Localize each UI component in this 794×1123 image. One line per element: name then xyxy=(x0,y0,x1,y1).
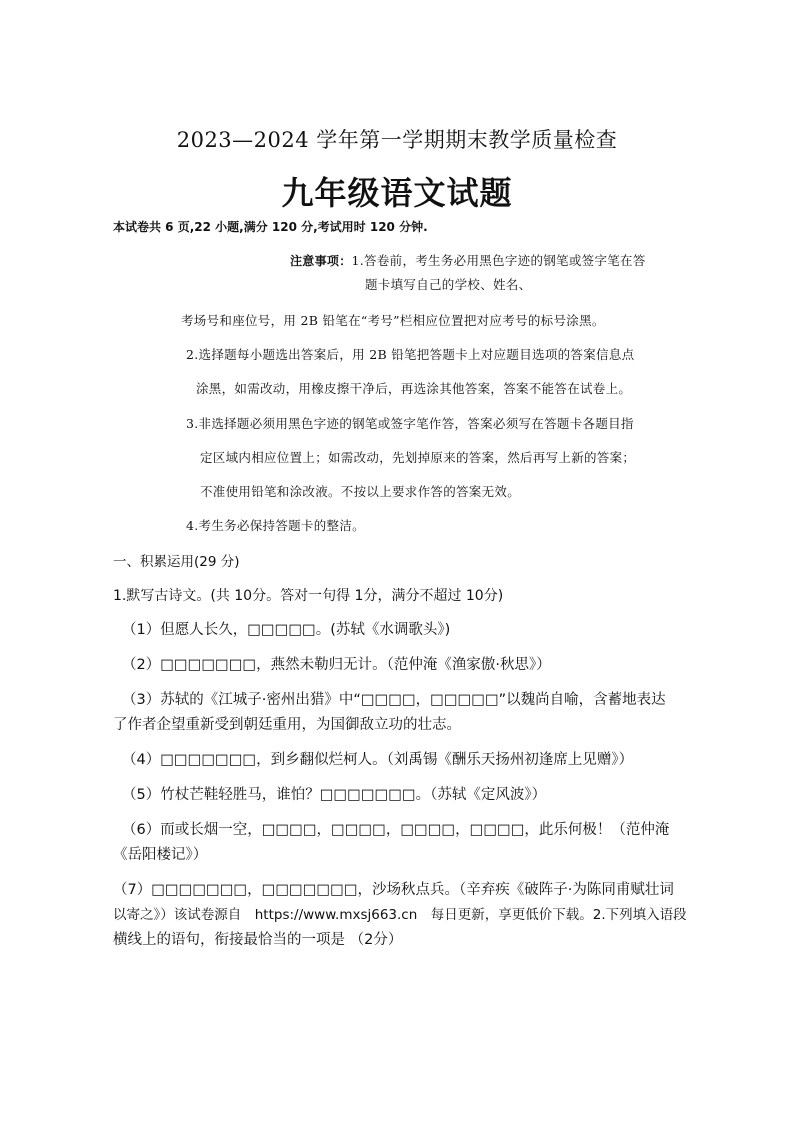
notes-line-1 xyxy=(290,251,646,269)
note-2-part-a: 2.选择题每小题选出答案后，用 2B 铅笔把答题卡上对应题目选项的答案信息点 xyxy=(186,347,635,362)
item-1: （1）但愿人长久，□□□□□。(苏轼《水调歌头》) xyxy=(122,622,451,638)
item-7-line-b: 以寄之》）该试卷源自 https://www.mxsj663.cn 每日更新，享更低价下载。2.下列填入语段 xyxy=(113,907,687,923)
note-1-part-b: 题卡填写自己的学校、姓名、 xyxy=(365,277,532,292)
item-4: （4）□□□□□□□，到乡翻似烂柯人。（刘禹锡《酬乐天扬州初逢席上见赠》） xyxy=(122,752,634,768)
exam-intro: 本试卷共 6 页,22 小题,满分 120 分,考试用时 120 分钟. xyxy=(113,220,428,234)
note-4: 4.考生务必保持答题卡的整洁。 xyxy=(186,518,365,533)
note-1-part-a: 1.答卷前，考生务必用黑色字迹的钢笔或签字笔在答 xyxy=(351,253,646,268)
note-3-part-a: 3.非选择题必须用黑色字迹的钢笔或签字笔作答，答案必须写在答题卡各题目指 xyxy=(186,416,634,431)
item-5: （5）竹杖芒鞋轻胜马，谁怕？□□□□□□□。（苏轼《定风波》） xyxy=(122,787,547,803)
item-6-line-a: （6）而或长烟一空，□□□□，□□□□，□□□□，□□□□，此乐何极！（范仲淹 xyxy=(122,822,670,838)
note-3-part-c: 不准使用铅笔和涂改液。不按以上要求作答的答案无效。 xyxy=(200,484,521,499)
exam-subject-title: 九年级语文试题 xyxy=(281,174,513,212)
note-1-part-c: 考场号和座位号，用 2B 铅笔在“考号”栏相应位置把对应考号的标号涂黑。 xyxy=(181,313,605,328)
note-3-part-b: 定区域内相应位置上；如需改动，先划掉原来的答案，然后再写上新的答案； xyxy=(200,450,636,465)
item-3-line-b: 了作者企望重新受到朝廷重用，为国御敌立功的壮志。 xyxy=(113,717,461,733)
section-heading: 一、积累运用(29 分) xyxy=(113,554,240,570)
question-1: 1.默写古诗文。(共 10分。答对一句得 1分，满分不超过 10分) xyxy=(113,588,504,604)
item-3-line-a: （3）苏轼的《江城子·密州出猎》中“□□□□，□□□□□”以魏尚自喻，含蓄地表达 xyxy=(122,692,666,708)
note-2-part-b: 涂黑，如需改动，用橡皮擦干净后，再选涂其他答案，答案不能答在试卷上。 xyxy=(196,381,632,396)
notes-label: 注意事项： xyxy=(290,254,352,268)
item-7-line-a: （7）□□□□□□□，□□□□□□□，沙场秋点兵。（辛弃疾《破阵子·为陈同甫赋壮词 xyxy=(113,882,674,898)
item-2: （2）□□□□□□□，燕然未勒归无计。（范仲淹《渔家傲·秋思》） xyxy=(122,657,551,673)
item-7-line-c: 横线上的语句，衔接最恰当的一项是 （2分） xyxy=(113,932,403,948)
item-6-line-b: 《岳阳楼记》） xyxy=(113,847,208,863)
exam-term-title: 2023—2024 学年第一学期期末教学质量检查 xyxy=(176,128,618,152)
